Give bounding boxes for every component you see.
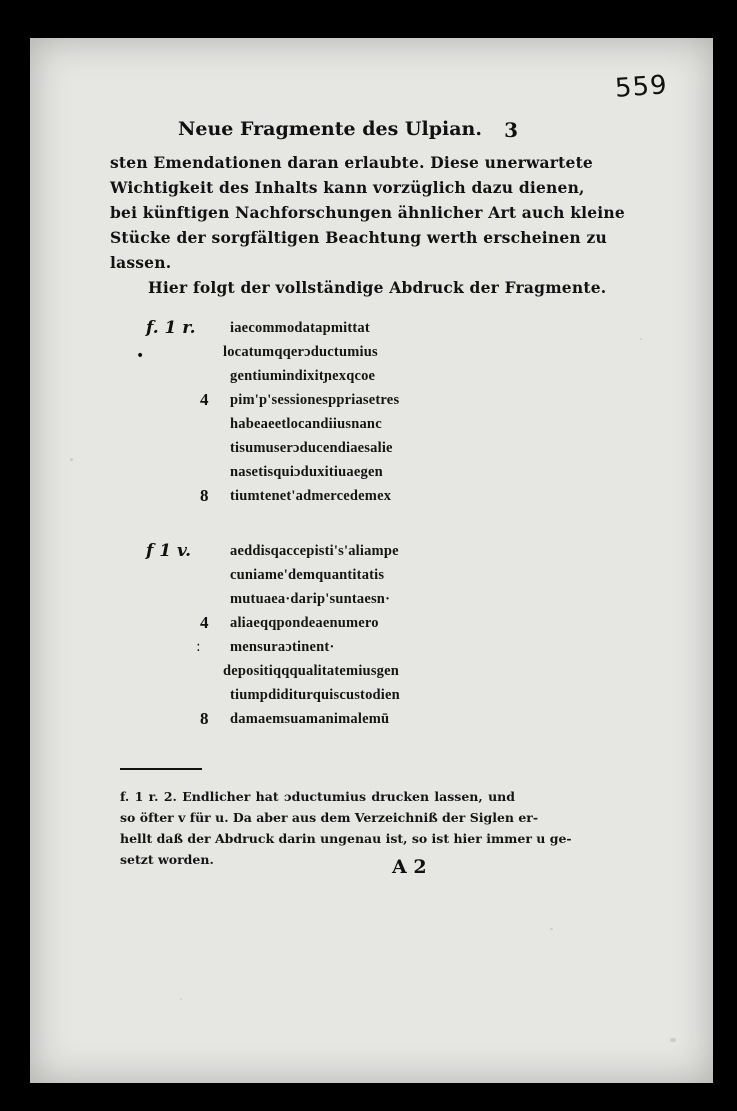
fragment-line: tiumtenet'admercedemex	[230, 488, 392, 504]
footnote-line: setzt worden.	[120, 852, 214, 867]
fragment-line: habeaeetlocandiiusnanc	[230, 416, 382, 432]
paper-speck	[550, 928, 553, 930]
footnote	[120, 786, 572, 870]
fragment-line: nasetisquiɔduxitiuaegen	[230, 464, 383, 480]
body-line: Stücke der sorgfältigen Beachtung werth erscheinen zu	[110, 228, 607, 247]
footnote-divider	[120, 768, 202, 770]
body-line: sten Emendationen daran erlaubte. Diese unerwartete	[110, 153, 593, 172]
printer-signature-mark: A 2	[392, 856, 427, 878]
fragment-line: locatumqqerɔductumius	[223, 344, 378, 360]
fragment-block-recto	[110, 318, 530, 528]
fragment-line: aliaeqqpondeaenumero	[230, 615, 379, 631]
fragment-line: aeddisqaccepisti's'aliampe	[230, 543, 399, 559]
fragment-mark: :	[196, 639, 201, 655]
handwritten-folio-number: 559	[614, 70, 669, 104]
body-line: Hier folgt der vollständige Abdruck der Fragmente.	[148, 278, 607, 297]
fragment-line-number: 8	[200, 709, 209, 728]
fragment-line-number: 4	[200, 390, 209, 409]
fragment-line: tisumuserɔducendiaesalie	[230, 440, 393, 456]
footnote-line: so öfter v für u. Da aber aus dem Verzeichniß der Siglen er-	[120, 810, 539, 825]
fragment-line: depositiqqqualitatemiusgen	[223, 663, 400, 679]
fragment-line: gentiumindixitɲexqcoe	[230, 368, 376, 384]
fragment-line-number: 8	[200, 486, 209, 505]
paper-speck	[70, 458, 73, 461]
body-line: lassen.	[110, 253, 172, 272]
page-number: 3	[504, 118, 518, 142]
fragment-label: f. 1 r.	[146, 318, 196, 338]
fragment-line: damaemsuamanimalemū	[230, 711, 390, 727]
running-head	[178, 118, 518, 144]
body-line: Wichtigkeit des Inhalts kann vorzüglich dazu dienen,	[110, 178, 585, 197]
fragment-line: pim'p'sessionesppriasetres	[230, 392, 400, 408]
body-paragraph	[110, 150, 625, 300]
paper-speck	[640, 338, 642, 340]
fragment-mark: •	[136, 348, 145, 364]
fragment-line: cuniame'demquantitatis	[230, 567, 385, 583]
running-head-title: Neue Fragmente des Ulpian.	[178, 118, 482, 140]
fragment-label: f 1 v.	[146, 541, 192, 561]
fragment-line: iaecommodatapmittat	[230, 320, 370, 336]
paper-speck	[670, 1038, 676, 1042]
fragment-line: mensuraɔtinent·	[230, 639, 335, 655]
fragment-line: mutuaea·darip'suntaesn·	[230, 591, 391, 607]
footnote-line: hellt daß der Abdruck darin ungenau ist, so ist hier immer u ge-	[120, 831, 572, 846]
body-line: bei künftigen Nachforschungen ähnlicher Art auch kleine	[110, 203, 625, 222]
footnote-line: f. 1 r. 2. Endlicher hat ɔductumius drucken lassen, und	[120, 789, 515, 804]
fragment-block-verso	[110, 541, 530, 751]
fragment-line: tiumpdiditurquiscustodien	[230, 687, 400, 703]
fragment-line-number: 4	[200, 613, 209, 632]
paper-speck	[180, 998, 182, 1000]
book-page	[30, 38, 713, 1083]
